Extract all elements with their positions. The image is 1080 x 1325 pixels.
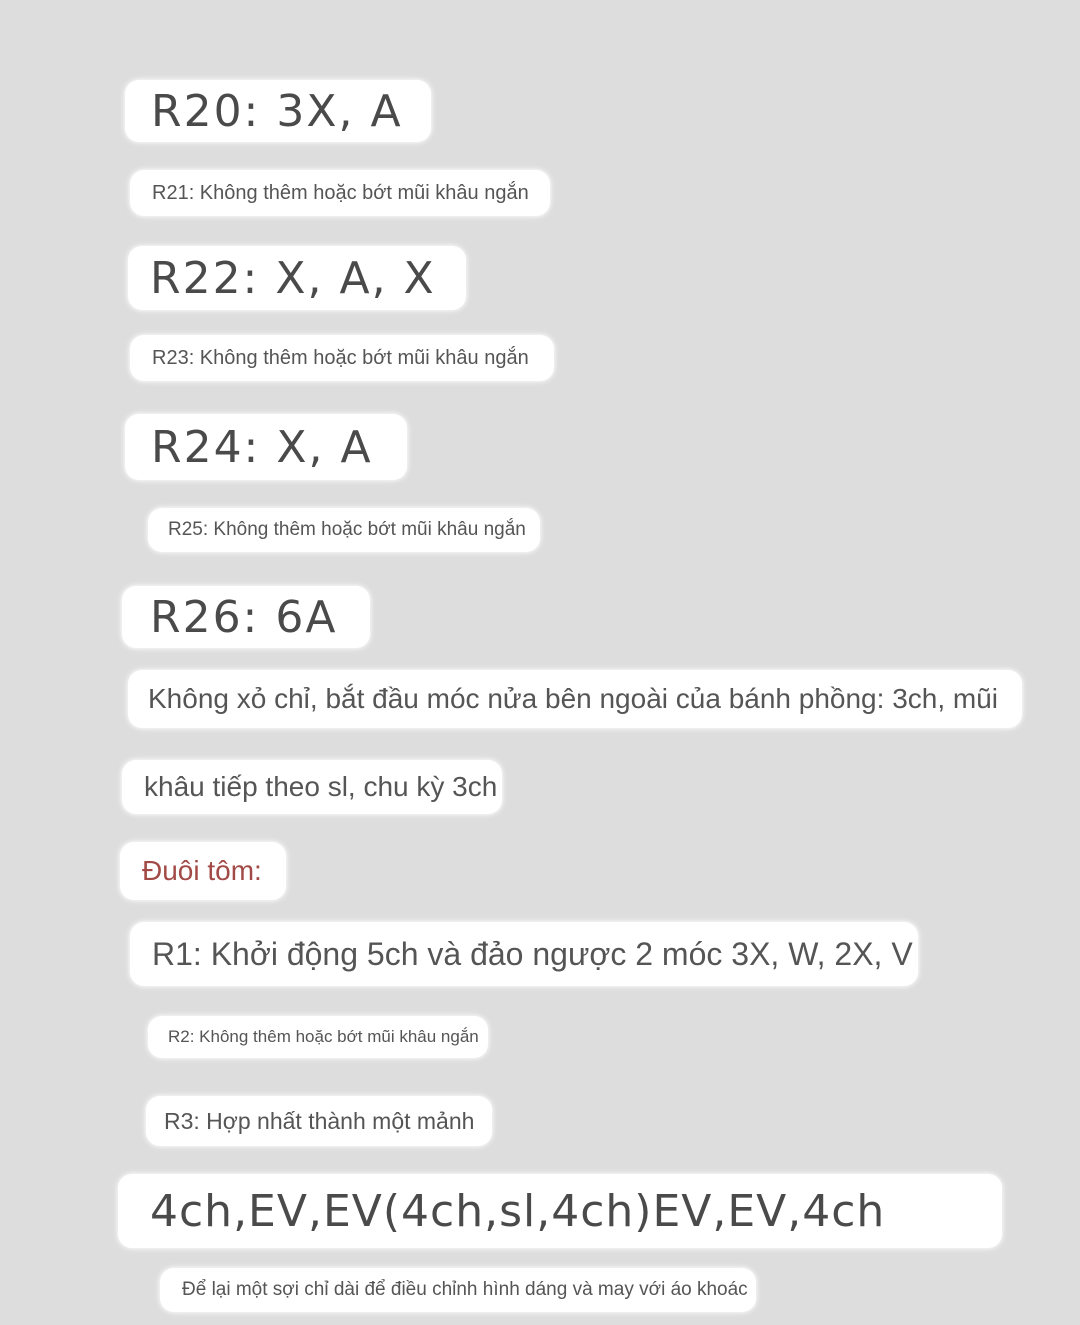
row-r22-label [128, 246, 466, 310]
row-r25-text: R25: Không thêm hoặc bớt mũi khâu ngắn [168, 519, 526, 540]
row-r22-text: R22: X, A, X [150, 252, 436, 304]
tail-r3-text: R3: Hợp nhất thành một mảnh [164, 1107, 475, 1134]
instruction-line-1 [128, 670, 1022, 728]
section-heading-text: Đuôi tôm: [142, 855, 262, 886]
tail-pattern-text: 4ch,EV,EV(4ch,sl,4ch)EV,EV,4ch [150, 1185, 886, 1237]
final-note-text: Để lại một sợi chỉ dài để điều chỉnh hình dáng và may với áo khoác [182, 1279, 748, 1300]
tail-r3-label [146, 1096, 492, 1146]
row-r25-label [148, 508, 540, 552]
row-r21-text: R21: Không thêm hoặc bớt mũi khâu ngắn [152, 181, 529, 204]
tail-r2-text: R2: Không thêm hoặc bớt mũi khâu ngắn [168, 1027, 479, 1046]
tail-r1-text: R1: Khởi động 5ch và đảo ngược 2 móc 3X, W, 2X, V [152, 935, 913, 972]
row-r23-text: R23: Không thêm hoặc bớt mũi khâu ngắn [152, 346, 529, 369]
tail-r2-label [148, 1016, 488, 1058]
instruction-line-2-text: khâu tiếp theo sl, chu kỳ 3ch [144, 771, 498, 802]
row-r23-label [130, 335, 554, 381]
row-r24-text: R24: X, A [151, 421, 373, 473]
final-note-label [160, 1268, 756, 1312]
section-heading [120, 842, 286, 900]
row-r20-label [125, 80, 431, 142]
instruction-line-1-text: Không xỏ chỉ, bắt đầu móc nửa bên ngoài của bánh phồng: 3ch, mũi [148, 683, 999, 714]
row-r26-text: R26: 6A [150, 591, 338, 643]
row-r24-label [125, 414, 407, 480]
row-r26-label [122, 586, 370, 648]
tail-pattern-label [118, 1174, 1002, 1248]
instruction-line-2 [122, 760, 502, 814]
row-r20-text: R20: 3X, A [151, 85, 403, 137]
tail-r1-label [130, 922, 918, 986]
row-r21-label [130, 170, 550, 216]
